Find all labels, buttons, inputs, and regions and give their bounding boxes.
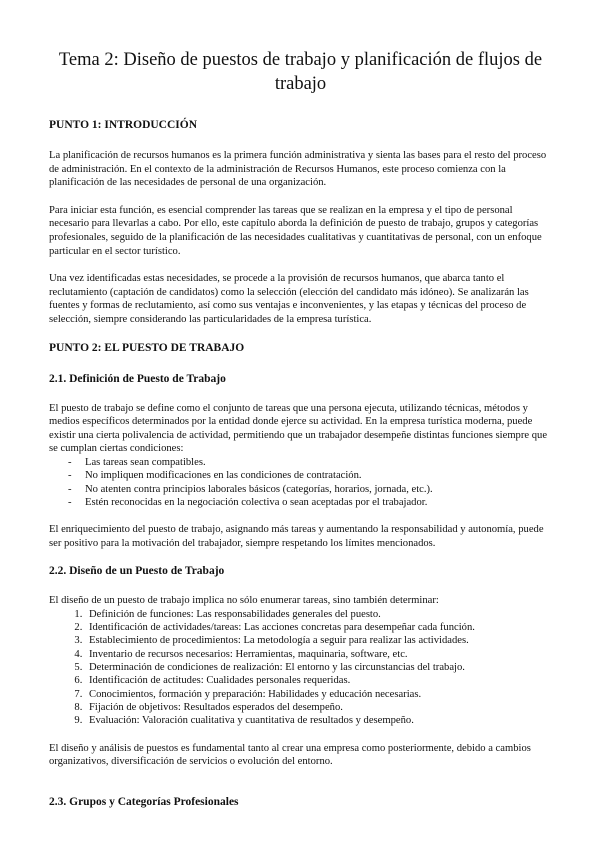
paragraph: Para iniciar esta función, es esencial comprender las tareas que se realizan en la empresa y el tipo de personal necesario para llevarlas a cabo. Por ello, este capítulo aborda la definición de puesto de trabajo, grupos y categorías profesionales, seguido de la planificación de las necesidades cualitativas y cuantitativas de personal, con un enfoque particular en el sector turístico.: [49, 204, 542, 257]
design-steps-list: [49, 608, 552, 728]
paragraph: Una vez identificadas estas necesidades, se procede a la provisión de recursos humanos, que abarca tanto el reclutamiento (captación de candidatos) como la selección (elección del candidato más idóneo). Se analizarán las fuentes y formas de reclutamiento, así como sus ventajas e inconvenientes, y las etapas y técnicas del proceso de selección, siempre considerando las particularidades de la empresa turística.: [49, 273, 529, 325]
paragraph: El diseño y análisis de puestos es fundamental tanto al crear una empresa como posteriormente, debido a cambios organizativos, diversificación de servicios o evolución del entorno.: [49, 742, 531, 768]
subsection-heading-grupos: 2.3. Grupos y Categorías Profesionales: [49, 795, 239, 808]
list-item: 1. Definición de funciones: Las responsabilidades generales del puesto.: [85, 608, 552, 621]
subsection-heading-diseno: 2.2. Diseño de un Puesto de Trabajo: [49, 565, 225, 578]
list-item: - No atenten contra principios laborales básicos (categorías, horarios, jornada, etc.).: [68, 483, 552, 496]
subsection-heading-definicion: 2.1. Definición de Puesto de Trabajo: [49, 372, 226, 385]
paragraph: La planificación de recursos humanos es la primera función administrativa y sienta las bases para el resto del proceso de administración. En el contexto de la administración de Recursos Humanos, este proceso comienza con la planificación de las necesidades de personal de una organización.: [49, 150, 547, 189]
page-title: Tema 2: Diseño de puestos de trabajo y planificación de flujos de trabajo: [58, 50, 543, 94]
spacer: [49, 783, 552, 795]
conditions-list: [49, 456, 552, 509]
list-item: 5. Determinación de condiciones de realización: El entorno y las circunstancias del trabajo.: [85, 661, 552, 674]
list-item: 7. Conocimientos, formación y preparación: Habilidades y educación necesarias.: [85, 688, 552, 701]
section-heading-introduccion: PUNTO 1: INTRODUCCIÓN: [49, 119, 198, 131]
list-item: 6. Identificación de actitudes: Cualidades personales requeridas.: [85, 674, 552, 687]
list-item: 9. Evaluación: Valoración cualitativa y cuantitativa de resultados y desempeño.: [85, 714, 552, 727]
list-item: - Las tareas sean compatibles.: [68, 456, 552, 469]
list-item: 4. Inventario de recursos necesarios: Herramientas, maquinaria, software, etc.: [85, 648, 552, 661]
list-item: 2. Identificación de actividades/tareas: Las acciones concretas para desempeñar cada función.: [85, 621, 552, 634]
paragraph: El puesto de trabajo se define como el conjunto de tareas que una persona ejecuta, utilizando técnicas, métodos y medios específicos determinados por la entidad donde ejerce su actividad. En la empresa turística moderna, puede existir una cierta polivalencia de actividad, permitiendo que un trabajador desempeñe distintas funciones siempre que se cumplan ciertas condiciones:: [49, 402, 548, 455]
section-heading-puesto-de-trabajo: PUNTO 2: EL PUESTO DE TRABAJO: [49, 341, 245, 354]
paragraph: El diseño de un puesto de trabajo implica no sólo enumerar tareas, sino también determinar:: [49, 595, 439, 607]
list-item: - No impliquen modificaciones en las condiciones de contratación.: [68, 469, 552, 482]
paragraph: El enriquecimiento del puesto de trabajo, asignando más tareas y aumentando la responsabilidad y autonomía, puede ser positivo para la motivación del trabajador, siempre respetando los límites mencionados.: [49, 524, 544, 549]
list-item: - Estén reconocidas en la negociación colectiva o sean aceptadas por el trabajador.: [68, 496, 552, 509]
list-item: 8. Fijación de objetivos: Resultados esperados del desempeño.: [85, 701, 552, 714]
list-item: 3. Establecimiento de procedimientos: La metodología a seguir para realizar las actividades.: [85, 634, 552, 647]
